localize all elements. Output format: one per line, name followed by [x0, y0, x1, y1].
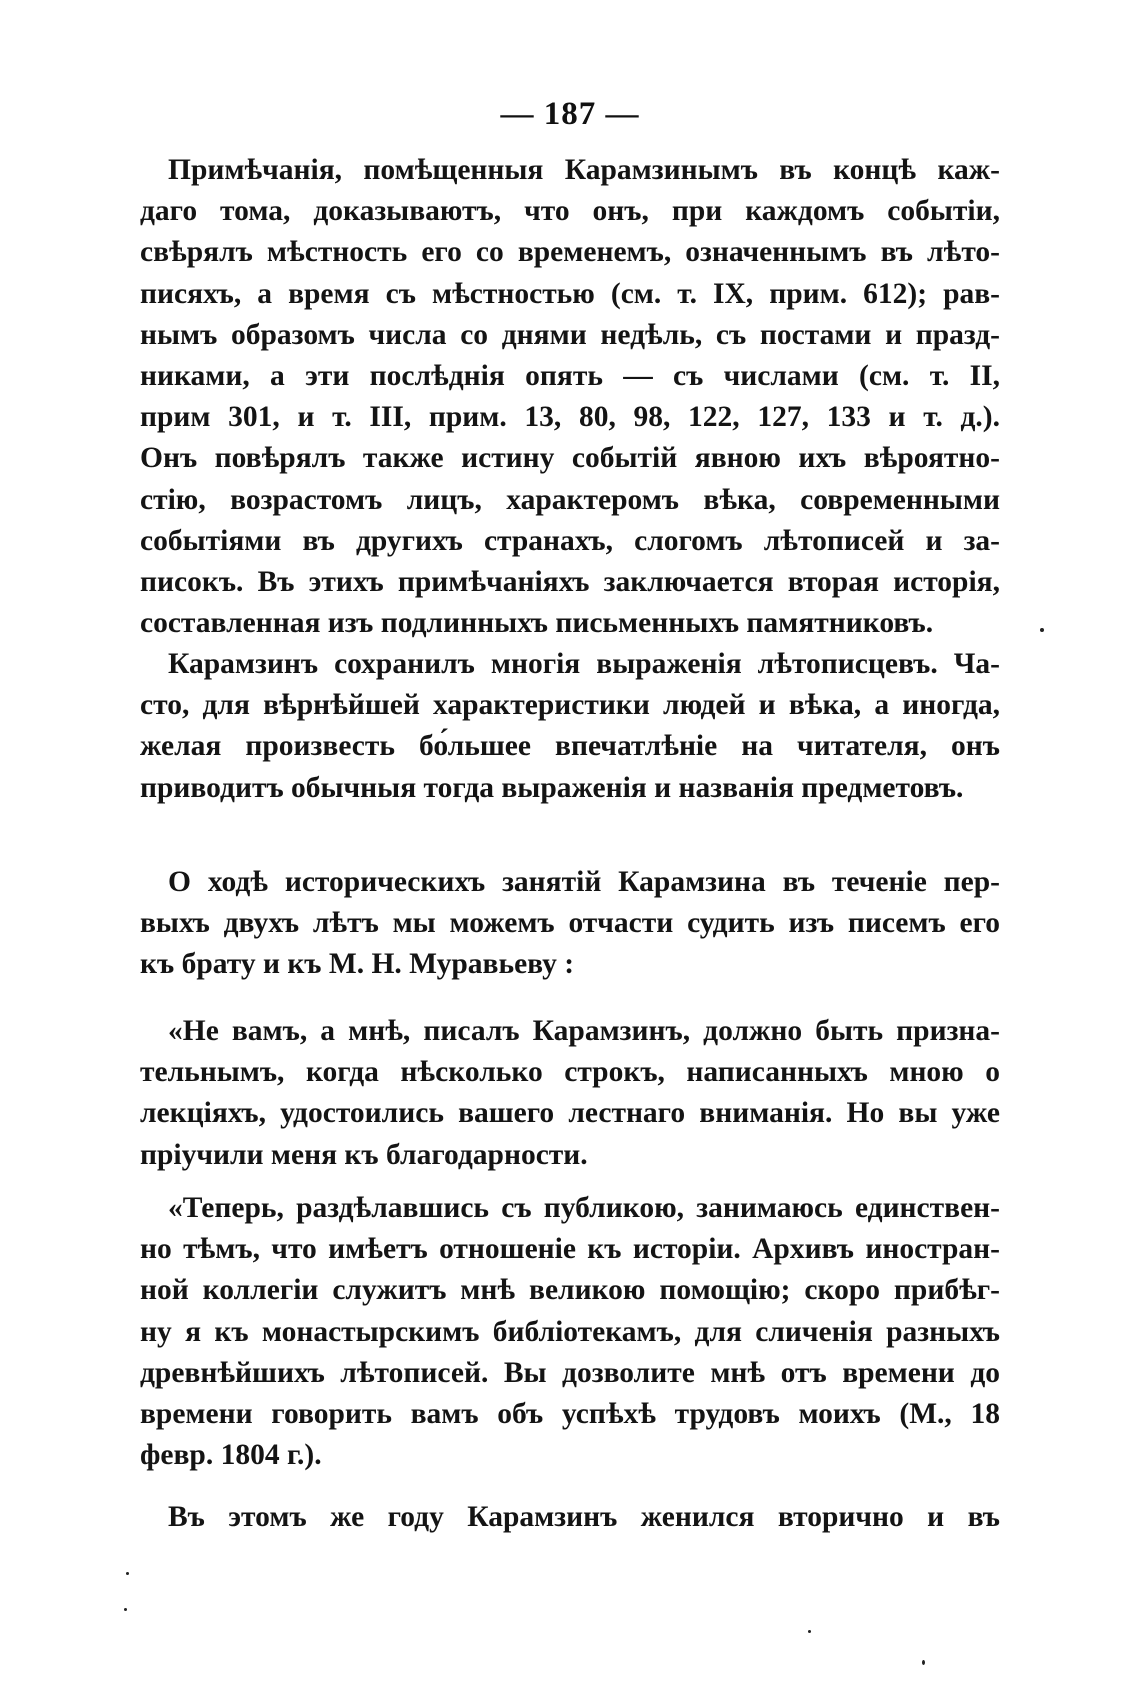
- text-line: пріучили меня къ благодарности.: [140, 1138, 588, 1171]
- text-line: приводитъ обычныя тогда выраженія и названія предметовъ.: [140, 771, 964, 804]
- text-line: Примѣчанія, помѣщенныя Карамзинымъ въ концѣ каж-: [168, 154, 1000, 186]
- page-number: — 187 —: [500, 96, 640, 132]
- text-line: прим 301, и т. III, прим. 13, 80, 98, 122, 127, 133 и т. д.).: [140, 401, 1000, 434]
- text-line: времени говорить вамъ объ успѣхѣ трудовъ моихъ (М., 18: [140, 1397, 1000, 1430]
- text-line: писокъ. Въ этихъ примѣчаніяхъ заключается вторая исторія,: [140, 565, 1000, 598]
- text-line: Карамзинъ сохранилъ многія выраженія лѣтописцевъ. Ча-: [168, 648, 1000, 680]
- paragraph-letter-quote-1: [140, 1011, 1000, 1176]
- text-line: древнѣйшихъ лѣтописей. Вы дозволите мнѣ отъ времени до: [140, 1356, 1000, 1389]
- scan-speck: [808, 1630, 811, 1633]
- scan-speck: [124, 1608, 127, 1611]
- text-line: нымъ образомъ числа со днями недѣль, съ постами и празд-: [140, 318, 1000, 351]
- text-line: Въ этомъ же году Карамзинъ женился вторично и въ: [168, 1501, 1000, 1533]
- paragraph-letter-quote-2: [140, 1188, 1000, 1476]
- text-line: но тѣмъ, что имѣетъ отношеніе къ исторіи. Архивъ иностран-: [140, 1233, 1000, 1266]
- text-line: февр. 1804 г.).: [140, 1439, 322, 1472]
- text-line: выхъ двухъ лѣтъ мы можемъ отчасти судить изъ писемъ его: [140, 907, 1000, 940]
- scan-speck: [126, 1572, 129, 1575]
- scan-speck: [922, 1660, 925, 1665]
- paragraph-marriage: [140, 1497, 1000, 1538]
- text-line: лекціяхъ, удостоились вашего лестнаго вниманія. Но вы уже: [140, 1097, 1000, 1130]
- text-line: О ходѣ историческихъ занятій Карамзина въ теченіе пер-: [168, 866, 1000, 898]
- text-line: ной коллегіи служитъ мнѣ великою помощію; скоро прибѣг-: [140, 1274, 1000, 1307]
- text-line: къ брату и къ М. Н. Муравьеву :: [140, 948, 575, 981]
- text-line: событіями въ другихъ странахъ, слогомъ лѣтописей и за-: [140, 524, 1000, 557]
- text-line: «Не вамъ, а мнѣ, писалъ Карамзинъ, должно быть призна-: [168, 1015, 1000, 1047]
- text-line: ну я къ монастырскимъ библіотекамъ, для сличенія разныхъ: [140, 1315, 1000, 1348]
- paragraph-notes: [140, 150, 1000, 644]
- text-line: сто, для вѣрнѣйшей характеристики людей и вѣка, а иногда,: [140, 689, 1000, 722]
- text-line: даго тома, доказываютъ, что онъ, при каждомъ событіи,: [140, 195, 1000, 228]
- paragraph-expressions: [140, 644, 1000, 809]
- scan-speck: [1040, 628, 1044, 632]
- paragraph-historical-studies: [140, 862, 1000, 986]
- text-line: стію, возрастомъ лицъ, характеромъ вѣка, современными: [140, 483, 1000, 516]
- text-line: Онъ повѣрялъ также истину событій явною ихъ вѣроятно-: [140, 442, 1000, 475]
- text-line: желая произвесть бо́льшее впечатлѣніе на читателя, онъ: [140, 730, 1000, 763]
- text-line: составленная изъ подлинныхъ письменныхъ памятниковъ.: [140, 607, 934, 640]
- text-line: «Теперь, раздѣлавшись съ публикою, занимаюсь единствен-: [168, 1192, 1000, 1224]
- text-line: писяхъ, а время съ мѣстностью (см. т. IX, прим. 612); рав-: [140, 277, 1000, 310]
- text-line: свѣрялъ мѣстность его со временемъ, означеннымъ въ лѣто-: [140, 236, 1000, 269]
- text-line: никами, а эти послѣднія опять — съ числами (см. т. II,: [140, 359, 1000, 392]
- text-line: тельнымъ, когда нѣсколько строкъ, написанныхъ мною о: [140, 1056, 1000, 1089]
